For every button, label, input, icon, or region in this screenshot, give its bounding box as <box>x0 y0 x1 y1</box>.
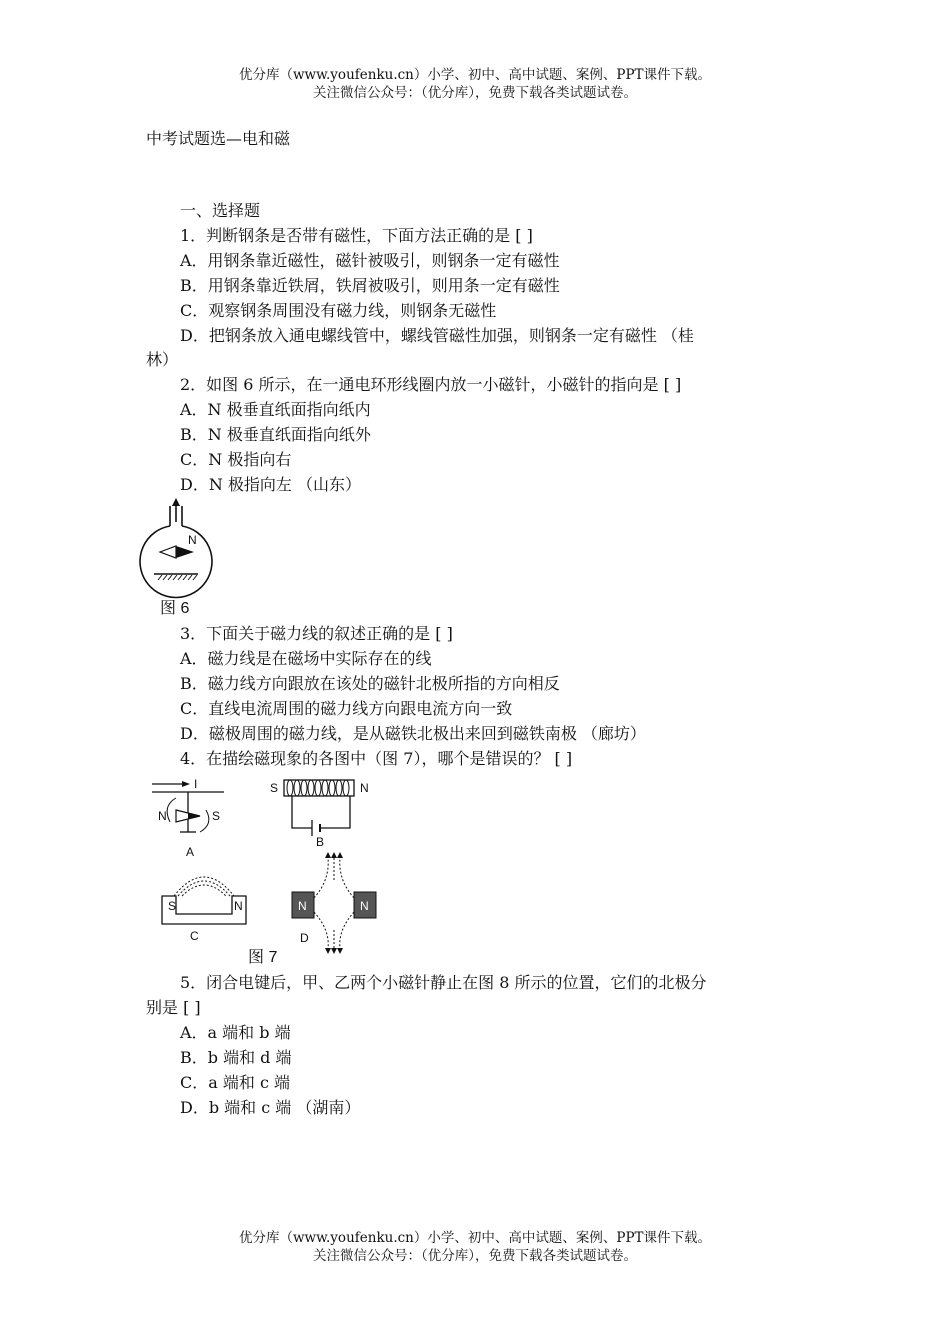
q2-option-a: A．N 极垂直纸面指向纸内 <box>180 400 371 419</box>
hatching <box>158 575 197 580</box>
panel-d <box>292 852 376 954</box>
field-lines-d <box>314 858 354 948</box>
q3-option-a: A．磁力线是在磁场中实际存在的线 <box>180 649 432 668</box>
svg-text:S: S <box>270 781 279 795</box>
q2-option-d: D．N 极指向左 （山东） <box>180 475 362 494</box>
footer-line-2: 关注微信公众号：（优分库），免费下载各类试题试卷。 <box>313 1248 637 1264</box>
q3-option-b: B．磁力线方向跟放在该处的磁针北极所指的方向相反 <box>180 674 560 693</box>
q5-stem-cont: 别是 [ ] <box>146 998 201 1017</box>
svg-text:S: S <box>168 899 177 913</box>
section-heading: 一、选择题 <box>180 201 261 220</box>
document-title: 中考试题选—电和磁 <box>146 129 291 148</box>
q1-option-c: C．观察钢条周围没有磁力线，则钢条无磁性 <box>180 301 497 320</box>
q5-option-a: A．a 端和 b 端 <box>180 1023 291 1042</box>
figure-7 <box>148 772 398 968</box>
current-arrow-icon <box>182 781 190 787</box>
q3-stem: 3．下面关于磁力线的叙述正确的是 [ ] <box>180 624 453 643</box>
svg-text:N: N <box>298 899 307 913</box>
page-header <box>0 66 950 102</box>
q1-option-a: A．用钢条靠近磁性，磁针被吸引，则钢条一定有磁性 <box>180 251 560 270</box>
svg-text:A: A <box>186 845 195 859</box>
svg-text:S: S <box>212 809 221 823</box>
q5-stem: 5．闭合电键后，甲、乙两个小磁针静止在图 8 所示的位置，它们的北极分 <box>180 973 707 992</box>
arrow-up-icon <box>172 498 180 506</box>
figure-6 <box>138 496 228 620</box>
circuit-wire <box>292 796 350 828</box>
q1-option-b: B．用钢条靠近铁屑，铁屑被吸引，则用条一定有磁性 <box>180 276 560 295</box>
q2-option-b: B．N 极垂直纸面指向纸外 <box>180 425 371 444</box>
q4-stem: 4．在描绘磁现象的各图中（图 7），哪个是错误的？ [ ] <box>180 749 573 768</box>
fig6-n-label: N <box>188 533 197 547</box>
q1-option-d: D．把钢条放入通电螺线管中，螺线管磁性加强，则钢条一定有磁性 （桂 <box>180 326 694 345</box>
fig7-caption: 图 7 <box>248 949 278 966</box>
page-footer <box>0 1229 950 1265</box>
q5-option-c: C．a 端和 c 端 <box>180 1073 291 1092</box>
header-line-1: 优分库（www.youfenku.cn）小学、初中、高中试题、案例、PPT课件下载。 <box>238 67 712 83</box>
panel-c <box>162 877 246 943</box>
q1-stem: 1．判断钢条是否带有磁性，下面方法正确的是 [ ] <box>180 226 533 245</box>
svg-text:N: N <box>158 809 167 823</box>
header-line-2: 关注微信公众号：（优分库），免费下载各类试题试卷。 <box>313 85 637 101</box>
compass-needle <box>160 546 194 558</box>
svg-text:D: D <box>300 931 309 945</box>
svg-text:C: C <box>190 929 199 943</box>
field-lines-c <box>174 877 234 896</box>
svg-text:I: I <box>194 777 198 791</box>
field-arc-right <box>200 810 209 832</box>
footer-line-1: 优分库（www.youfenku.cn）小学、初中、高中试题、案例、PPT课件下载。 <box>238 1230 712 1246</box>
q2-stem: 2．如图 6 所示，在一通电环形线圈内放一小磁针，小磁针的指向是 [ ] <box>180 375 682 394</box>
panel-a <box>152 777 224 859</box>
q3-option-c: C．直线电流周围的磁力线方向跟电流方向一致 <box>180 699 513 718</box>
q2-option-c: C．N 极指向右 <box>180 450 292 469</box>
svg-text:N: N <box>234 899 243 913</box>
coil-ring <box>140 526 212 597</box>
q5-option-d: D．b 端和 c 端 （湖南） <box>180 1098 361 1117</box>
q1-option-d-cont: 林） <box>146 350 179 369</box>
q3-option-d: D．磁极周围的磁力线，是从磁铁北极出来回到磁铁南极 （廊坊） <box>180 724 646 743</box>
field-arc-left <box>167 798 176 822</box>
panel-b <box>270 780 369 849</box>
svg-text:B: B <box>316 835 325 849</box>
svg-text:N: N <box>360 899 369 913</box>
q5-option-b: B．b 端和 d 端 <box>180 1048 292 1067</box>
fig6-caption: 图 6 <box>160 600 190 617</box>
svg-text:N: N <box>360 781 369 795</box>
